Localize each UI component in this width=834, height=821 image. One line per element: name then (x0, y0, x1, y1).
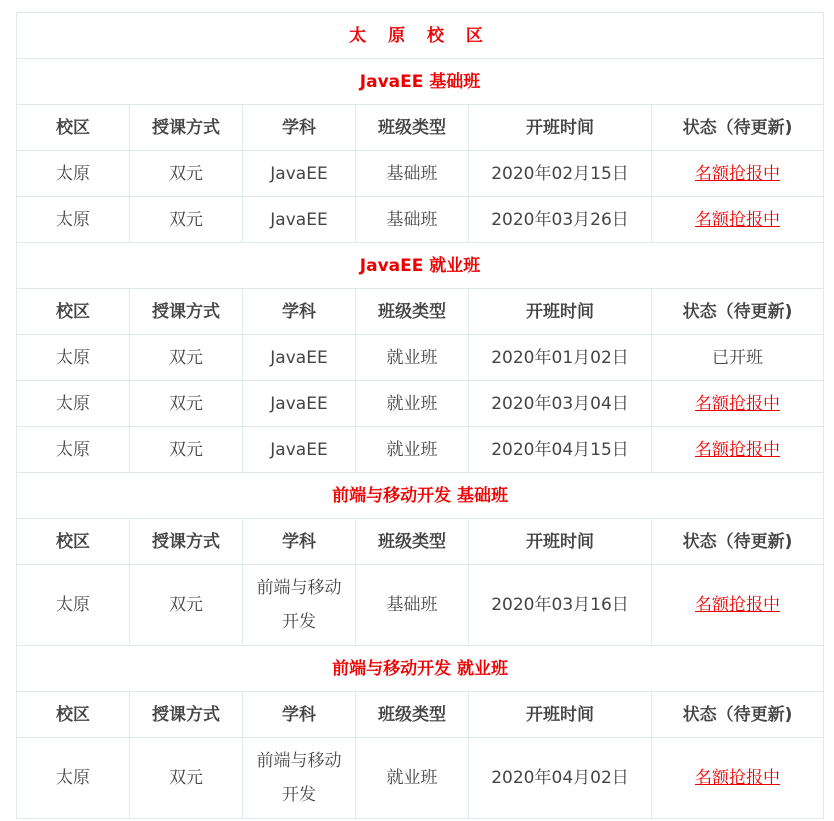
status-link[interactable]: 名额抢报中 (695, 393, 781, 414)
header-campus: 校区 (17, 519, 130, 565)
header-start-time: 开班时间 (469, 692, 652, 738)
subject-line: 开发 (282, 785, 316, 805)
header-subject: 学科 (243, 289, 356, 335)
status-link[interactable]: 名额抢报中 (695, 768, 781, 788)
column-header-row (17, 289, 824, 335)
cell-start-time: 2020年03月04日 (469, 381, 652, 427)
cell-class-type: 基础班 (356, 151, 469, 197)
header-class-type: 班级类型 (356, 105, 469, 151)
cell-status: 已开班 (652, 335, 824, 381)
cell-start-time: 2020年04月15日 (469, 427, 652, 473)
cell-subject: JavaEE (243, 151, 356, 197)
header-status: 状态（待更新) (652, 105, 824, 151)
cell-status (652, 197, 824, 243)
header-mode: 授课方式 (130, 692, 243, 738)
cell-status (652, 738, 824, 819)
cell-class-type: 就业班 (356, 427, 469, 473)
header-subject: 学科 (243, 105, 356, 151)
header-status: 状态（待更新) (652, 289, 824, 335)
cell-status (652, 427, 824, 473)
cell-mode: 双元 (130, 738, 243, 819)
section-title-row (17, 646, 824, 692)
cell-start-time: 2020年03月26日 (469, 197, 652, 243)
cell-status (652, 381, 824, 427)
section-title: JavaEE 基础班 (17, 59, 824, 105)
header-start-time: 开班时间 (469, 289, 652, 335)
header-mode: 授课方式 (130, 289, 243, 335)
cell-mode: 双元 (130, 197, 243, 243)
cell-campus: 太原 (17, 565, 130, 646)
table-row (17, 197, 824, 243)
header-start-time: 开班时间 (469, 519, 652, 565)
cell-class-type: 基础班 (356, 197, 469, 243)
cell-campus: 太原 (17, 427, 130, 473)
cell-status (652, 151, 824, 197)
header-campus: 校区 (17, 289, 130, 335)
status-link[interactable]: 名额抢报中 (695, 209, 781, 230)
section-title: JavaEE 就业班 (17, 243, 824, 289)
table-row (17, 151, 824, 197)
cell-subject: JavaEE (243, 335, 356, 381)
cell-start-time: 2020年03月16日 (469, 565, 652, 646)
cell-start-time: 2020年01月02日 (469, 335, 652, 381)
table-row (17, 335, 824, 381)
cell-campus: 太原 (17, 335, 130, 381)
table-row (17, 565, 824, 646)
cell-campus: 太原 (17, 381, 130, 427)
column-header-row (17, 692, 824, 738)
campus-title: 太 原 校 区 (17, 13, 824, 59)
class-schedule-table (16, 12, 824, 819)
cell-mode: 双元 (130, 427, 243, 473)
cell-class-type: 就业班 (356, 335, 469, 381)
cell-class-type: 就业班 (356, 381, 469, 427)
header-start-time: 开班时间 (469, 105, 652, 151)
header-class-type: 班级类型 (356, 692, 469, 738)
status-link[interactable]: 名额抢报中 (695, 595, 781, 615)
header-campus: 校区 (17, 105, 130, 151)
cell-mode: 双元 (130, 335, 243, 381)
cell-start-time: 2020年04月02日 (469, 738, 652, 819)
header-subject: 学科 (243, 692, 356, 738)
header-subject: 学科 (243, 519, 356, 565)
subject-line: 开发 (282, 612, 316, 632)
subject-line: 前端与移动 (256, 578, 342, 598)
cell-subject (243, 738, 356, 819)
cell-class-type: 就业班 (356, 738, 469, 819)
cell-start-time: 2020年02月15日 (469, 151, 652, 197)
cell-status (652, 565, 824, 646)
table-row (17, 738, 824, 819)
header-mode: 授课方式 (130, 105, 243, 151)
header-status: 状态（待更新) (652, 519, 824, 565)
status-link[interactable]: 名额抢报中 (695, 163, 781, 184)
cell-mode: 双元 (130, 565, 243, 646)
section-title: 前端与移动开发 基础班 (17, 473, 824, 519)
table-row (17, 427, 824, 473)
campus-title-row (17, 13, 824, 59)
section-title: 前端与移动开发 就业班 (17, 646, 824, 692)
status-link[interactable]: 名额抢报中 (695, 439, 781, 460)
cell-subject: JavaEE (243, 381, 356, 427)
table-row (17, 381, 824, 427)
cell-campus: 太原 (17, 738, 130, 819)
header-class-type: 班级类型 (356, 289, 469, 335)
cell-subject: JavaEE (243, 197, 356, 243)
cell-subject: JavaEE (243, 427, 356, 473)
cell-campus: 太原 (17, 151, 130, 197)
header-class-type: 班级类型 (356, 519, 469, 565)
section-title-row (17, 243, 824, 289)
cell-mode: 双元 (130, 381, 243, 427)
cell-mode: 双元 (130, 151, 243, 197)
cell-class-type: 基础班 (356, 565, 469, 646)
column-header-row (17, 105, 824, 151)
cell-subject (243, 565, 356, 646)
column-header-row (17, 519, 824, 565)
subject-line: 前端与移动 (256, 751, 342, 771)
section-title-row (17, 59, 824, 105)
header-status: 状态（待更新) (652, 692, 824, 738)
cell-campus: 太原 (17, 197, 130, 243)
header-mode: 授课方式 (130, 519, 243, 565)
section-title-row (17, 473, 824, 519)
header-campus: 校区 (17, 692, 130, 738)
